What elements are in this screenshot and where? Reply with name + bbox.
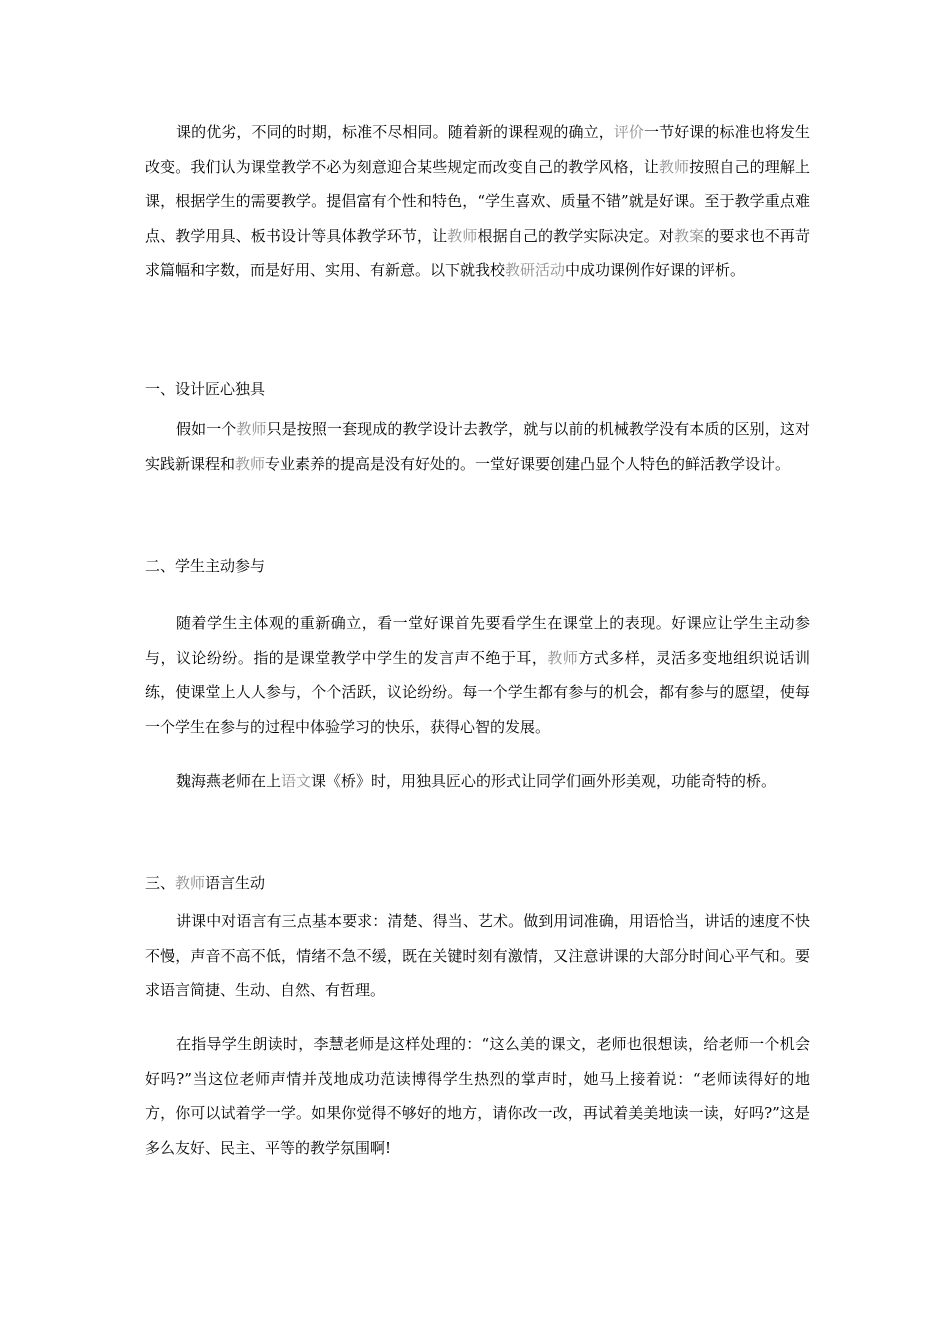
link-jiaoyan-huodong[interactable]: 教研活动 xyxy=(505,261,566,279)
intro-text-1: 课的优劣，不同的时期，标准不尽相同。随着新的课程观的确立， xyxy=(176,123,614,141)
section1-text-2: 只是按照一套现成的教学设计去教学，就与以前的机械教学没有本质的区别，这对实践新课程和 xyxy=(145,420,810,473)
section2-text-4: 课《桥》时，用独具匠心的形式让同学们画外形美观，功能奇特的桥。 xyxy=(311,772,777,790)
section-heading-3 xyxy=(145,872,810,894)
section2-text-1: 随着学生主体观的重新确立，看一堂好课首先要看学生在课堂上的表现。好课应让学生主动参与，议论纷纷。指的是课堂教学中学生的发言声不绝于耳， xyxy=(145,614,810,667)
intro-text-4: 根据自己的教学实际决定。对 xyxy=(477,226,675,245)
link-jiaoshi[interactable]: 教师 xyxy=(547,648,579,667)
intro-text-6: 中成功课例作好课的评析。 xyxy=(565,261,746,279)
section2-text-3: 魏海燕老师在上 xyxy=(176,772,282,790)
section1-paragraph xyxy=(145,412,810,481)
link-yuwen[interactable]: 语文 xyxy=(281,772,312,790)
link-jiaoshi[interactable]: 教师 xyxy=(236,420,267,438)
section1-text-3: 专业素养的提高是没有好处的。一堂好课要创建凸显个人特色的鲜活教学设计。 xyxy=(265,454,791,473)
intro-paragraph xyxy=(145,115,810,288)
section3-paragraph-1: 讲课中对语言有三点基本要求：清楚、得当、艺术。做到用词准确，用语恰当，讲话的速度不快不慢，声音不高不低，情绪不急不缓，既在关键时刻有激情，又注意讲课的大部分时间心平气和。要求语言简捷、生动、自然、有哲理。 xyxy=(145,912,810,999)
link-jiaoshi[interactable]: 教师 xyxy=(235,454,266,473)
section2-paragraph-1 xyxy=(145,606,810,744)
link-jiaoshi[interactable]: 教师 xyxy=(175,874,206,892)
section-heading-2: 二、学生主动参与 xyxy=(145,557,266,575)
link-jiaoshi[interactable]: 教师 xyxy=(658,157,690,176)
intro-text-5: 的要求也不再苛求篇幅和字数，而是好用、实用、有新意。以下就我校 xyxy=(145,226,810,279)
section-heading-1: 一、设计匠心独具 xyxy=(145,380,266,398)
section3-paragraph-2: 在指导学生朗读时，李慧老师是这样处理的：“这么美的课文，老师也很想读，给老师一个机会好吗?”当这位老师声情并茂地成功范读博得学生热烈的掌声时，她马上接着说：“老师读得好的地方，你可以试着学一学。如果你觉得不够好的地方，请你改一改，再试着美美地读一读，好吗?”这是多么友好、民主、平等的教学氛围啊! xyxy=(145,1035,810,1157)
link-jiaoan[interactable]: 教案 xyxy=(674,226,705,245)
section2-text-2: 方式多样，灵活多变地组织说话训练，使课堂上人人参与，个个活跃，议论纷纷。每一个学生都有参与的机会，都有参与的愿望，使每一个学生在参与的过程中体验学习的快乐，获得心智的发展。 xyxy=(145,648,810,736)
heading3-prefix: 三、 xyxy=(145,874,176,892)
intro-text-3: 按照自己的理解上课，根据学生的需要教学。提倡富有个性和特色，“学生喜欢、质量不错”就是好课。至于教学重点难点、教学用具、板书设计等具体教学环节，让 xyxy=(145,157,810,245)
section1-text-1: 假如一个 xyxy=(176,420,237,438)
section2-paragraph-2 xyxy=(145,764,835,799)
link-jiaoshi[interactable]: 教师 xyxy=(447,226,478,245)
intro-text-2: 一节好课的标准也将发生改变。我们认为课堂教学不必为刻意迎合某些规定而改变自己的教学风格，让 xyxy=(145,123,810,176)
link-pingjia[interactable]: 评价 xyxy=(613,123,645,141)
heading3-suffix: 语言生动 xyxy=(205,874,266,892)
